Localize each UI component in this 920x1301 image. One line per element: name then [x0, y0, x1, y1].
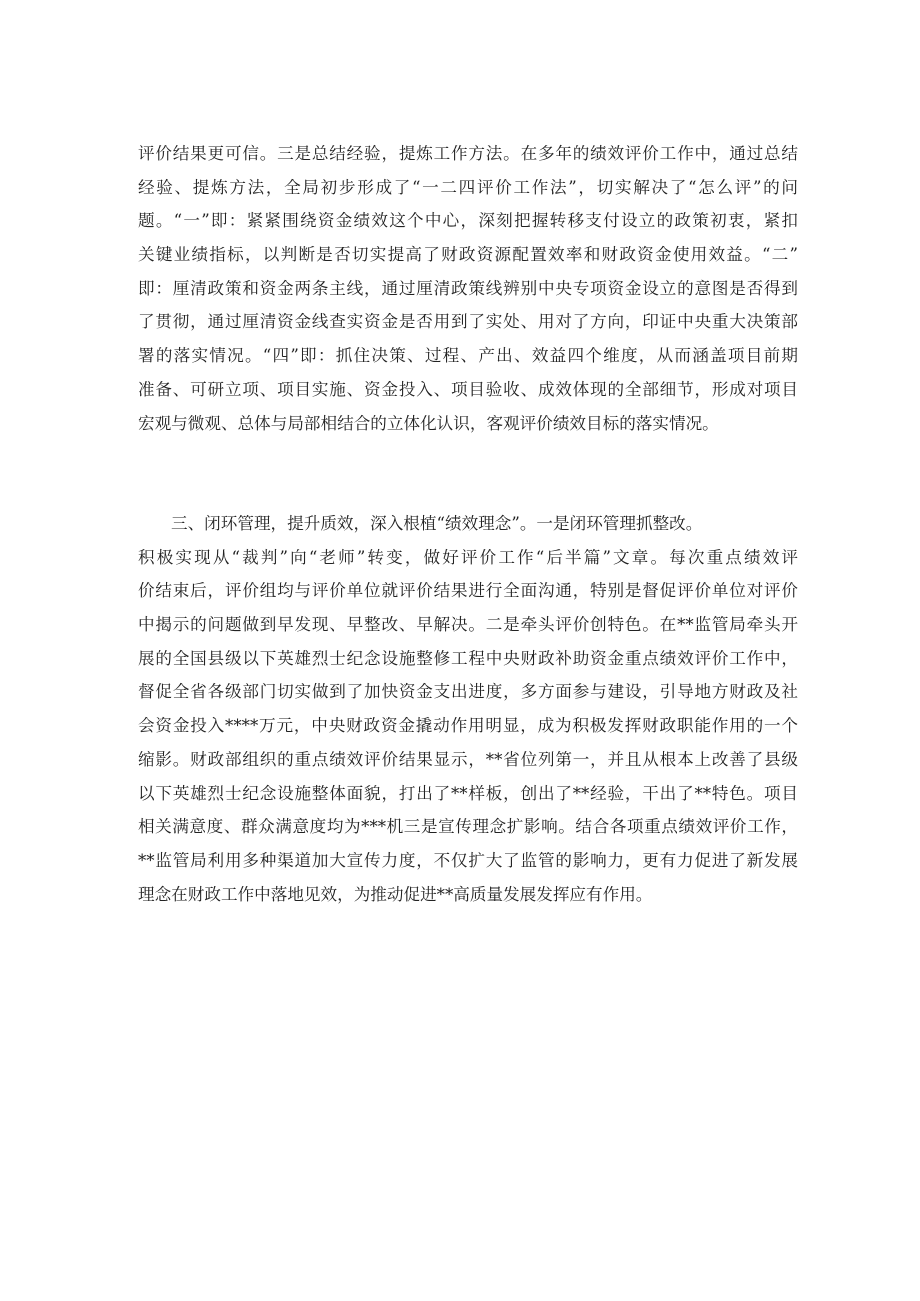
paragraph-2	[138, 507, 798, 911]
paragraph-2-heading-line: 三、闭环管理，提升质效，深入根植“绩效理念”。一是闭环管理抓整改。	[171, 514, 703, 533]
paragraph-1-line-3: 题。“一”即：紧紧围绕资金绩效这个中心，深刻把握转移支付设立的政策初衷，紧扣	[138, 211, 798, 231]
paragraph-2-line-5: 展的全国县级以下英雄烈士纪念设施整修工程中央财政补助资金重点绩效评价工作中，	[138, 648, 798, 668]
paragraph-2-line-12: 理念在财政工作中落地见效，为推动促进**高质量发展发挥应有作用。	[138, 884, 653, 904]
paragraph-2-line-11: **监管局利用多种渠道加大宣传力度，不仅扩大了监管的影响力，更有力促进了新发展	[138, 850, 798, 870]
paragraph-1-line-2: 经验、提炼方法，全局初步形成了“一二四评价工作法”，切实解决了“怎么评”的问	[138, 177, 798, 197]
paragraph-1-line-9: 宏观与微观、总体与局部相结合的立体化认识，客观评价绩效目标的落实情况。	[138, 413, 719, 433]
paragraph-1-line-8: 准备、可研立项、项目实施、资金投入、项目验收、成效体现的全部细节，形成对项目	[138, 379, 798, 399]
paragraph-2-line-10: 相关满意度、群众满意度均为***机三是宣传理念扩影响。结合各项重点绩效评价工作，	[138, 817, 798, 837]
paragraph-2-line-2: 积极实现从“裁判”向“老师”转变，做好评价工作“后半篇”文章。每次重点绩效评	[138, 547, 798, 567]
paragraph-1	[138, 137, 798, 440]
paragraph-1-line-6: 了贯彻，通过厘清资金线查实资金是否用到了实处、用对了方向，印证中央重大决策部	[138, 312, 798, 332]
paragraph-2-line-7: 会资金投入****万元，中央财政资金撬动作用明显，成为积极发挥财政职能作用的一个	[138, 716, 798, 736]
paragraph-1-line-1: 评价结果更可信。三是总结经验，提炼工作方法。在多年的绩效评价工作中，通过总结	[138, 144, 798, 163]
paragraph-2-line-6: 督促全省各级部门切实做到了加快资金支出进度，多方面参与建设，引导地方财政及社	[138, 682, 798, 702]
paragraph-2-line-8: 缩影。财政部组织的重点绩效评价结果显示，**省位列第一，并且从根本上改善了县级	[138, 749, 798, 769]
paragraph-1-line-7: 署的落实情况。“四”即：抓住决策、过程、产出、效益四个维度，从而涵盖项目前期	[138, 346, 798, 366]
paragraph-1-line-5: 即：厘清政策和资金两条主线，通过厘清政策线辨别中央专项资金设立的意图是否得到	[138, 278, 798, 298]
paragraph-2-line-4: 中揭示的问题做到早发现、早整改、早解决。二是牵头评价创特色。在**监管局牵头开	[138, 615, 798, 635]
paragraph-2-line-3: 价结束后，评价组均与评价单位就评价结果进行全面沟通，特别是督促评价单位对评价	[138, 581, 798, 601]
paragraph-2-line-9: 以下英雄烈士纪念设施整体面貌，打出了**样板，创出了**经验，干出了**特色。项目	[138, 783, 798, 803]
paragraph-1-line-4: 关键业绩指标，以判断是否切实提高了财政资源配置效率和财政资金使用效益。“二”	[138, 245, 798, 265]
